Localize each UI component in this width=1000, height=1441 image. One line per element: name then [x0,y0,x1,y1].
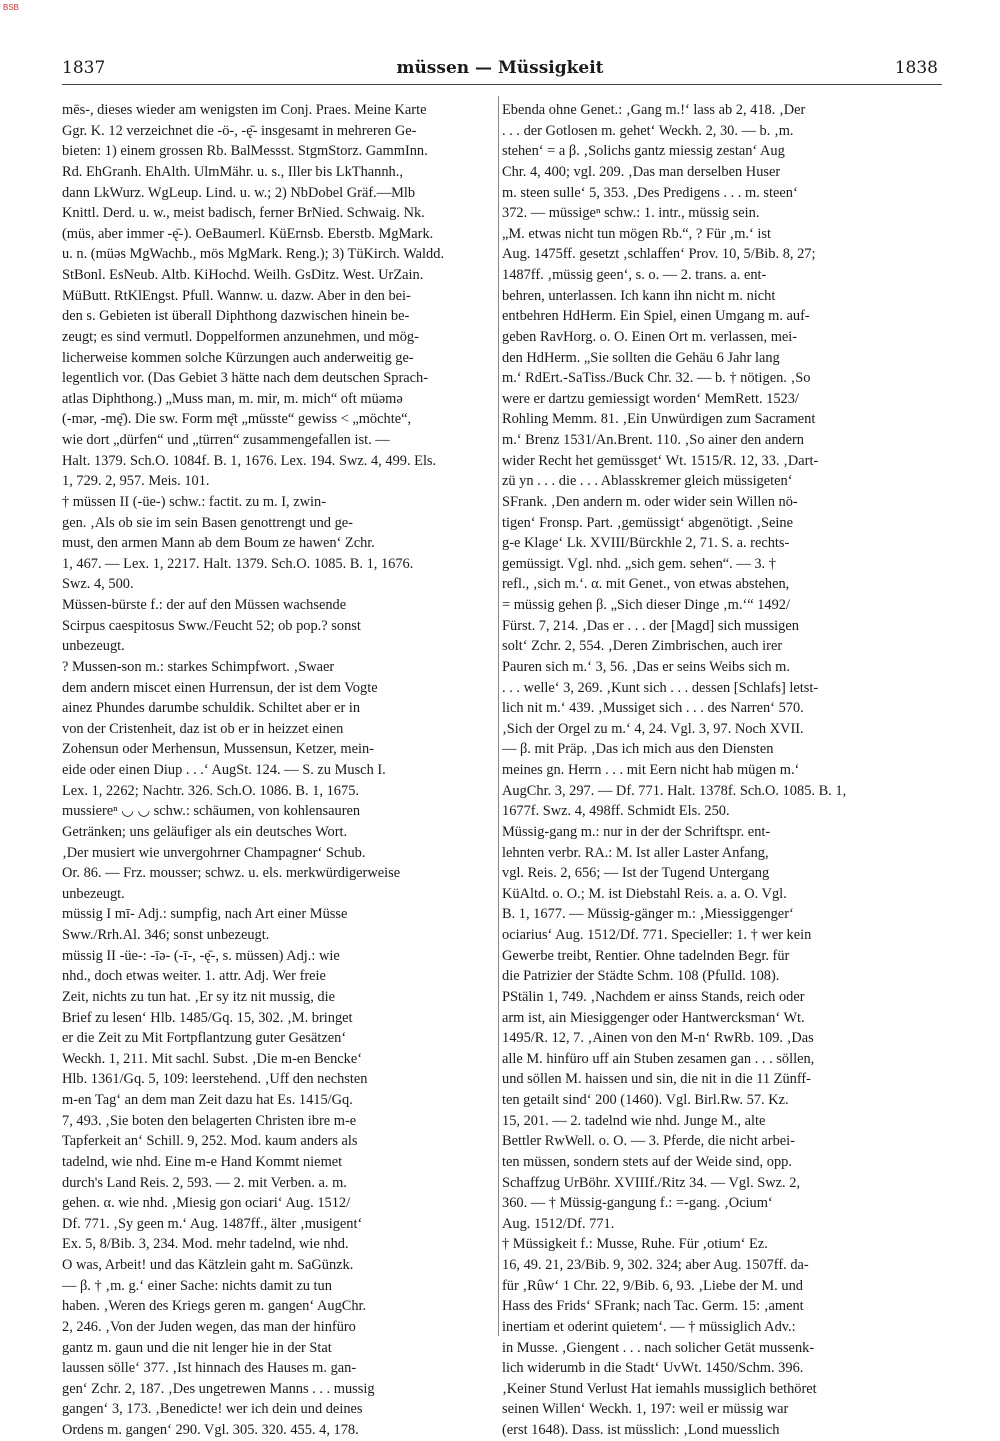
text-line: Ggr. K. 12 verzeichnet die -ö-, -ę̄- insgesamt in mehreren Ge- [62,122,417,139]
text-line: — β. mit Präp. ‚Das ich mich aus den Diensten [502,741,774,758]
text-line: lich nit m.‘ 439. ‚Mussiget sich . . . des Narren‘ 570. [502,700,804,717]
running-title: müssen — Müssigkeit [396,58,604,78]
text-line: behren, unterlassen. Ich kann ihn nicht m. nicht [502,287,776,304]
text-line: nhd., doch etwas weiter. 1. attr. Adj. Wer freie [62,968,326,985]
text-line: Weckh. 1, 211. Mit sachl. Subst. ‚Die m-en Bencke‘ [62,1050,363,1067]
text-line: „M. etwas nicht tun mögen Rb.“, ? Für ‚m.‘ ist [502,225,771,242]
text-line: . . . der Gotlosen m. gehet‘ Weckh. 2, 30. — b. ‚m. [502,122,794,139]
text-line: 16, 49. 21, 23/Bib. 9, 302. 324; aber Aug. 1507ff. da- [502,1257,809,1273]
text-line: in Musse. ‚Giengent . . . nach solicher Getät mussenk- [502,1339,815,1356]
text-line: ainez Phundes darumbe schuldik. Schiltet aber er in [62,700,361,717]
text-line: unbezeugt. [62,885,125,902]
text-line: Fürst. 7, 214. ‚Das er . . . der [Magd] sich mussigen [502,617,799,634]
text-line: — β. † ‚m. g.‘ einer Sache: nichts damit zu tun [62,1277,332,1294]
text-line: m-en Tag‘ an dem man Zeit dazu hat Es. 1415/Gq. [62,1092,353,1108]
text-line: ociarius‘ Aug. 1512/Df. 771. Specieller: 1. † wer kein [502,927,812,943]
text-line: gantz m. gaun und die nit lenger hie in der Stat [62,1339,332,1356]
text-line: 7, 493. ‚Sie boten den belagerten Christen ibre m-e [62,1112,357,1129]
text-line: Aug. 1475ff. gesetzt ‚schlaffen‘ Prov. 10, 5/Bib. 8, 27; [502,246,816,263]
text-line: Sww./Rrh.Al. 346; sonst unbezeugt. [62,927,270,943]
text-line: Hass des Frids‘ SFrank; nach Tac. Germ. 15: ‚ament [502,1298,804,1315]
text-line: haben. ‚Weren des Kriegs geren m. gangen‘ AugChr. [62,1298,367,1315]
text-line: durch's Land Reis. 2, 593. — 2. mit Verben. a. m. [62,1174,347,1191]
text-line: † müssen II (-üe-) schw.: factit. zu m. I, zwin- [62,493,327,510]
text-line: 1, 467. — Lex. 1, 2217. Halt. 1379. Sch.O. 1085. B. 1, 1676. [62,555,414,572]
text-line: = müssig gehen β. „Sich dieser Dinge ‚m.‘“ 1492/ [502,597,791,613]
text-line: StBonl. EsNeub. Altb. KiHochd. Weilh. GsDitz. West. UrZain. [62,267,424,283]
right-page-number: 1838 [894,58,938,78]
text-line: m.‘ Brenz 1531/An.Brent. 110. ‚So ainer den andern [502,432,804,448]
text-line: 1, 729. 2, 957. Meis. 101. [62,473,210,490]
text-line: licherweise kommen solche Kürzungen auch anderweitig ge- [62,349,414,366]
text-line: Hlb. 1361/Gq. 5, 109: leerstehend. ‚Uff den nechsten [62,1071,368,1088]
text-line: Lex. 1, 2262; Nachtr. 326. Sch.O. 1086. B. 1, 1675. [62,782,359,799]
right-column [502,100,940,1441]
text-line: m.‘ RdErt.-SaTiss./Buck Chr. 32. — b. † nötigen. ‚So [502,370,811,387]
text-line: zü yn . . . die . . . Ablasskremer gleich müssigeten‘ [502,473,793,490]
text-line: Gewerbe treibt, Rentier. Ohne tadelnden Begr. für [502,947,790,964]
text-line: refl., ‚sich m.‘. α. mit Genet., von etwas abstehen, [502,576,790,593]
text-line: Schaffzug UrBöhr. XVIIIf./Ritz 34. — Vgl. Swz. 2, [502,1174,801,1191]
text-line: unbezeugt. [62,638,125,655]
text-line: lehnten verbr. RA.: M. Ist aller Laster Anfang, [502,844,769,861]
text-line: geben RavHorg. o. O. Einen Ort m. verlassen, mei- [502,328,798,345]
text-line: g-e Klage‘ Lk. XVIII/Bürckhle 2, 71. S. a. rechts- [502,535,790,552]
text-line: dem andern miscet einen Hurrensun, der ist dem Vogte [62,679,378,696]
text-line: MüButt. RtKlEngst. Pfull. Wannw. u. dazw. Aber in den bei- [62,287,411,304]
text-line: Müssen-bürste f.: der auf den Müssen wachsende [62,597,347,613]
text-line: gemüssigt. Vgl. nhd. „sich gem. sehen“. — 3. † [502,555,776,572]
text-line: 2, 246. ‚Von der Juden wegen, das man der hinfüro [62,1318,356,1335]
text-line: die Patrizier der Städte Schm. 108 (Pfulld. 108). [502,968,780,985]
text-line: . . . welle‘ 3, 269. ‚Kunt sich . . . dessen [Schlafs] letst- [502,679,819,696]
text-line: gen. ‚Als ob sie im sein Basen genottrengt und ge- [62,514,353,531]
text-line: PStälin 1, 749. ‚Nachdem er ainss Stands, reich oder [502,988,805,1005]
text-line: den s. Gebieten ist überall Diphthong dazwischen hinein be- [62,308,410,325]
text-line: gen‘ Zchr. 2, 187. ‚Des ungetrewen Manns . . . mussig [62,1380,375,1397]
left-page-number: 1837 [62,58,106,78]
text-line: ten getailt sind‘ 200 (1460). Vgl. Birl.Rw. 57. Kz. [502,1092,789,1108]
text-line: und söllen M. haissen und sin, die nit in die 11 Zünff- [502,1071,811,1088]
text-line: Scirpus caespitosus Sww./Feucht 52; ob pop.? sonst [62,617,361,634]
text-line: mēs-, dieses wieder am wenigsten im Conj. Praes. Meine Karte [62,102,427,118]
text-line: m. steen sulle‘ 5, 353. ‚Des Predigens . . . m. steen‘ [502,184,798,201]
text-line: bieten: 1) einem grossen Rb. BalMessst. StgmStorz. GammInn. [62,143,428,160]
text-line: 372. — müssigeⁿ schw.: 1. intr., müssig sein. [502,205,760,222]
text-line: alle M. hinfüro uff ain Stuben zesamen gan . . . söllen, [502,1050,815,1067]
text-line: 15, 201. — 2. tadelnd wie nhd. Junge M., alte [502,1112,766,1129]
header-rule [62,84,942,85]
text-line: were er dartzu gemiessigt worden‘ MemRett. 1523/ [502,390,799,407]
text-line: Knittl. Derd. u. w., meist badisch, ferner BrNied. Schwaig. Nk. [62,205,425,222]
text-line: AugChr. 3, 297. — Df. 771. Halt. 1378f. Sch.O. 1085. B. 1, [502,782,847,799]
text-line: Halt. 1379. Sch.O. 1084f. B. 1, 1676. Lex. 194. Swz. 4, 499. Els. [62,452,437,469]
text-line: ten müssen, sondern stets auf der Weide sind, opp. [502,1153,792,1170]
text-line: Chr. 4, 400; vgl. 209. ‚Das man derselben Huser [502,163,781,180]
text-line: Ex. 5, 8/Bib. 3, 234. Mod. mehr tadelnd, wie nhd. [62,1236,349,1253]
text-line: solt‘ Zchr. 2, 554. ‚Deren Zimbrischen, auch irer [502,638,783,655]
text-line: Ebenda ohne Genet.: ‚Gang m.!‘ lass ab 2, 418. ‚Der [502,102,806,118]
column-divider [498,96,499,1336]
text-line: Aug. 1512/Df. 771. [502,1215,615,1232]
text-line: 1495/R. 12, 7. ‚Ainen von den M-n‘ RwRb. 109. ‚Das [502,1030,814,1047]
text-line: 360. — † Müssig-gangung f.: =-gang. ‚Ocium‘ [502,1195,773,1212]
text-line: mussiereⁿ ◡ ◡ schw.: schäumen, von kohlensauren [62,803,361,820]
text-line: Df. 771. ‚Sy geen m.‘ Aug. 1487ff., älter ‚musigent‘ [62,1215,363,1232]
text-line: dann LkWurz. WgLeup. Lind. u. w.; 2) NbDobel Gräf.—Mlb [62,184,416,201]
text-line: müssig II -üe-: -īə- (-ī-, -ę̄-, s. müssen) Adj.: wie [62,947,340,964]
text-line: Zeit, nichts zu tun hat. ‚Er sy itz nit mussig, die [62,988,335,1005]
text-line: KüAltd. o. O.; M. ist Diebstahl Reis. a. a. O. Vgl. [502,885,787,902]
text-line: (müs, aber immer -ę̄-). OeBaumerl. KüErnsb. Eberstb. MgMark. [62,225,434,242]
text-line: u. n. (müəs MgWachb., mös MgMark. Reng.); 3) TüKirch. Waldd. [62,246,445,263]
text-line: Rohling Memm. 81. ‚Ein Unwürdigen zum Sacrament [502,411,816,428]
text-line: Müssig-gang m.: nur in der der Schriftspr. ent- [502,823,771,840]
text-line: wie dort „dürfen“ und „türren“ zusammengefallen ist. — [62,432,390,448]
text-line: ‚Der musiert wie unvergohrner Champagner‘ Schub. [62,844,366,861]
text-line: must, den armen Mann ab dem Boum ze hawen‘ Zchr. [62,535,375,552]
text-line: ? Mussen-son m.: starkes Schimpfwort. ‚Swaer [62,658,335,675]
text-line: ‚Sich der Orgel zu m.‘ 4, 24. Vgl. 3, 97. Noch XVII. [502,720,804,737]
text-line: Brief zu lesen‘ Hlb. 1485/Gq. 15, 302. ‚M. bringet [62,1009,353,1026]
text-line: gangen‘ 3, 173. ‚Benedicte! wer ich dein und deines [62,1401,363,1418]
text-line: er die Zeit zu Mit Fortpflantzung guter Gesätzen‘ [62,1030,347,1047]
text-line: tigen‘ Fronsp. Part. ‚gemüssigt‘ abgenötigt. ‚Seine [502,514,793,531]
text-line: Or. 86. — Frz. mousser; schwz. u. els. merkwürdigerweise [62,865,401,882]
text-line: lich widerumb in die Stadt‘ UvWt. 1450/Schm. 396. [502,1360,804,1377]
text-line: (erst 1648). Dass. ist müsslich: ‚Lond muesslich [502,1422,780,1438]
text-line: für ‚Rûw‘ 1 Chr. 22, 9/Bib. 6, 93. ‚Liebe der M. und [502,1277,803,1294]
text-line: O was, Arbeit! und das Kätzlein gaht m. SaGünzk. [62,1257,354,1273]
text-line: Swz. 4, 500. [62,576,134,593]
text-line: entbehren HdHerm. Ein Spiel, einen Umgang m. auf- [502,308,810,325]
text-line: legentlich vor. (Das Gebiet 3 hätte nach dem deutschen Sprach- [62,370,429,387]
text-line: Ordens m. gangen‘ 290. Vgl. 305. 320. 455. 4, 178. [62,1422,359,1438]
text-line: laussen sölle‘ 377. ‚Ist hinnach des Hauses m. gan- [62,1360,357,1377]
text-line: Zohensun oder Merhensun, Mussensun, Ketzer, mein- [62,741,374,758]
text-line: Tapferkeit an‘ Schill. 9, 252. Mod. kaum anders als [62,1133,358,1150]
text-line: B. 1, 1677. — Müssig-gänger m.: ‚Miessiggenger‘ [502,906,794,923]
text-line: 1677f. Swz. 4, 498ff. Schmidt Els. 250. [502,803,730,820]
text-line: ‚Keiner Stund Verlust Hat iemahls mussiglich bethöret [502,1380,817,1397]
text-line: Rd. EhGranh. EhAlth. UlmMähr. u. s., Iller bis LkThannh., [62,163,403,180]
text-line: Pauren sich m.‘ 3, 56. ‚Das er seins Weibs sich m. [502,658,790,675]
text-line: wider Recht het gemüssget‘ Wt. 1515/R. 12, 33. ‚Dart- [502,452,819,469]
text-line: inertiam et oderint quietem‘. — † müssiglich Adv.: [502,1318,796,1335]
text-line: vgl. Reis. 2, 656; — Ist der Tugend Untergang [502,865,770,882]
text-line: von der Cristenheit, daz ist ob er in heizzet einen [62,720,344,737]
text-line: gehen. α. wie nhd. ‚Miesig gon ociari‘ Aug. 1512/ [62,1195,351,1212]
text-line: stehen‘ = a β. ‚Solichs gantz miessig zestan‘ Aug [502,143,785,160]
text-line: eide oder einen Diup . . .‘ AugSt. 124. — S. zu Musch I. [62,762,386,778]
text-line: seinen Willen‘ Weckh. 1, 197: weil er müssig war [502,1401,789,1418]
left-column [62,100,498,1441]
text-line: tadelnd, wie nhd. Eine m-e Hand Kommt niemet [62,1153,343,1170]
library-stamp: BSB [3,3,20,12]
text-line: † Müssigkeit f.: Musse, Ruhe. Für ‚otium‘ Ez. [502,1236,768,1253]
text-line: den HdHerm. „Sie sollten die Gehäu 6 Jahr lang [502,349,780,366]
text-line: Bettler RwWell. o. O. — 3. Pferde, die nicht arbei- [502,1133,795,1150]
text-line: atlas Diphthong.) „Muss man, m. mir, m. mich“ oft müəmə [62,390,403,407]
text-line: zeugt; es sind vermutl. Doppelformen anzunehmen, und mög- [62,328,419,345]
text-line: Getränken; uns geläufiger als ein deutsches Wort. [62,823,348,840]
text-line: 1487ff. ‚müssig geen‘, s. o. — 2. trans. a. ent- [502,267,767,283]
text-line: (-mər, -mę̄). Die sw. Form mę̄t „müsste“ gewiss < „möchte“, [62,411,412,428]
text-line: müssig I mī- Adj.: sumpfig, nach Art einer Müsse [62,906,348,923]
text-line: meines gn. Herrn . . . mit Eern nicht hab mügen m.‘ [502,762,800,778]
text-line: arm ist, ain Miesiggenger oder Hantwercksman‘ Wt. [502,1009,805,1026]
text-line: SFrank. ‚Den andern m. oder wider sein Willen nö- [502,493,798,510]
